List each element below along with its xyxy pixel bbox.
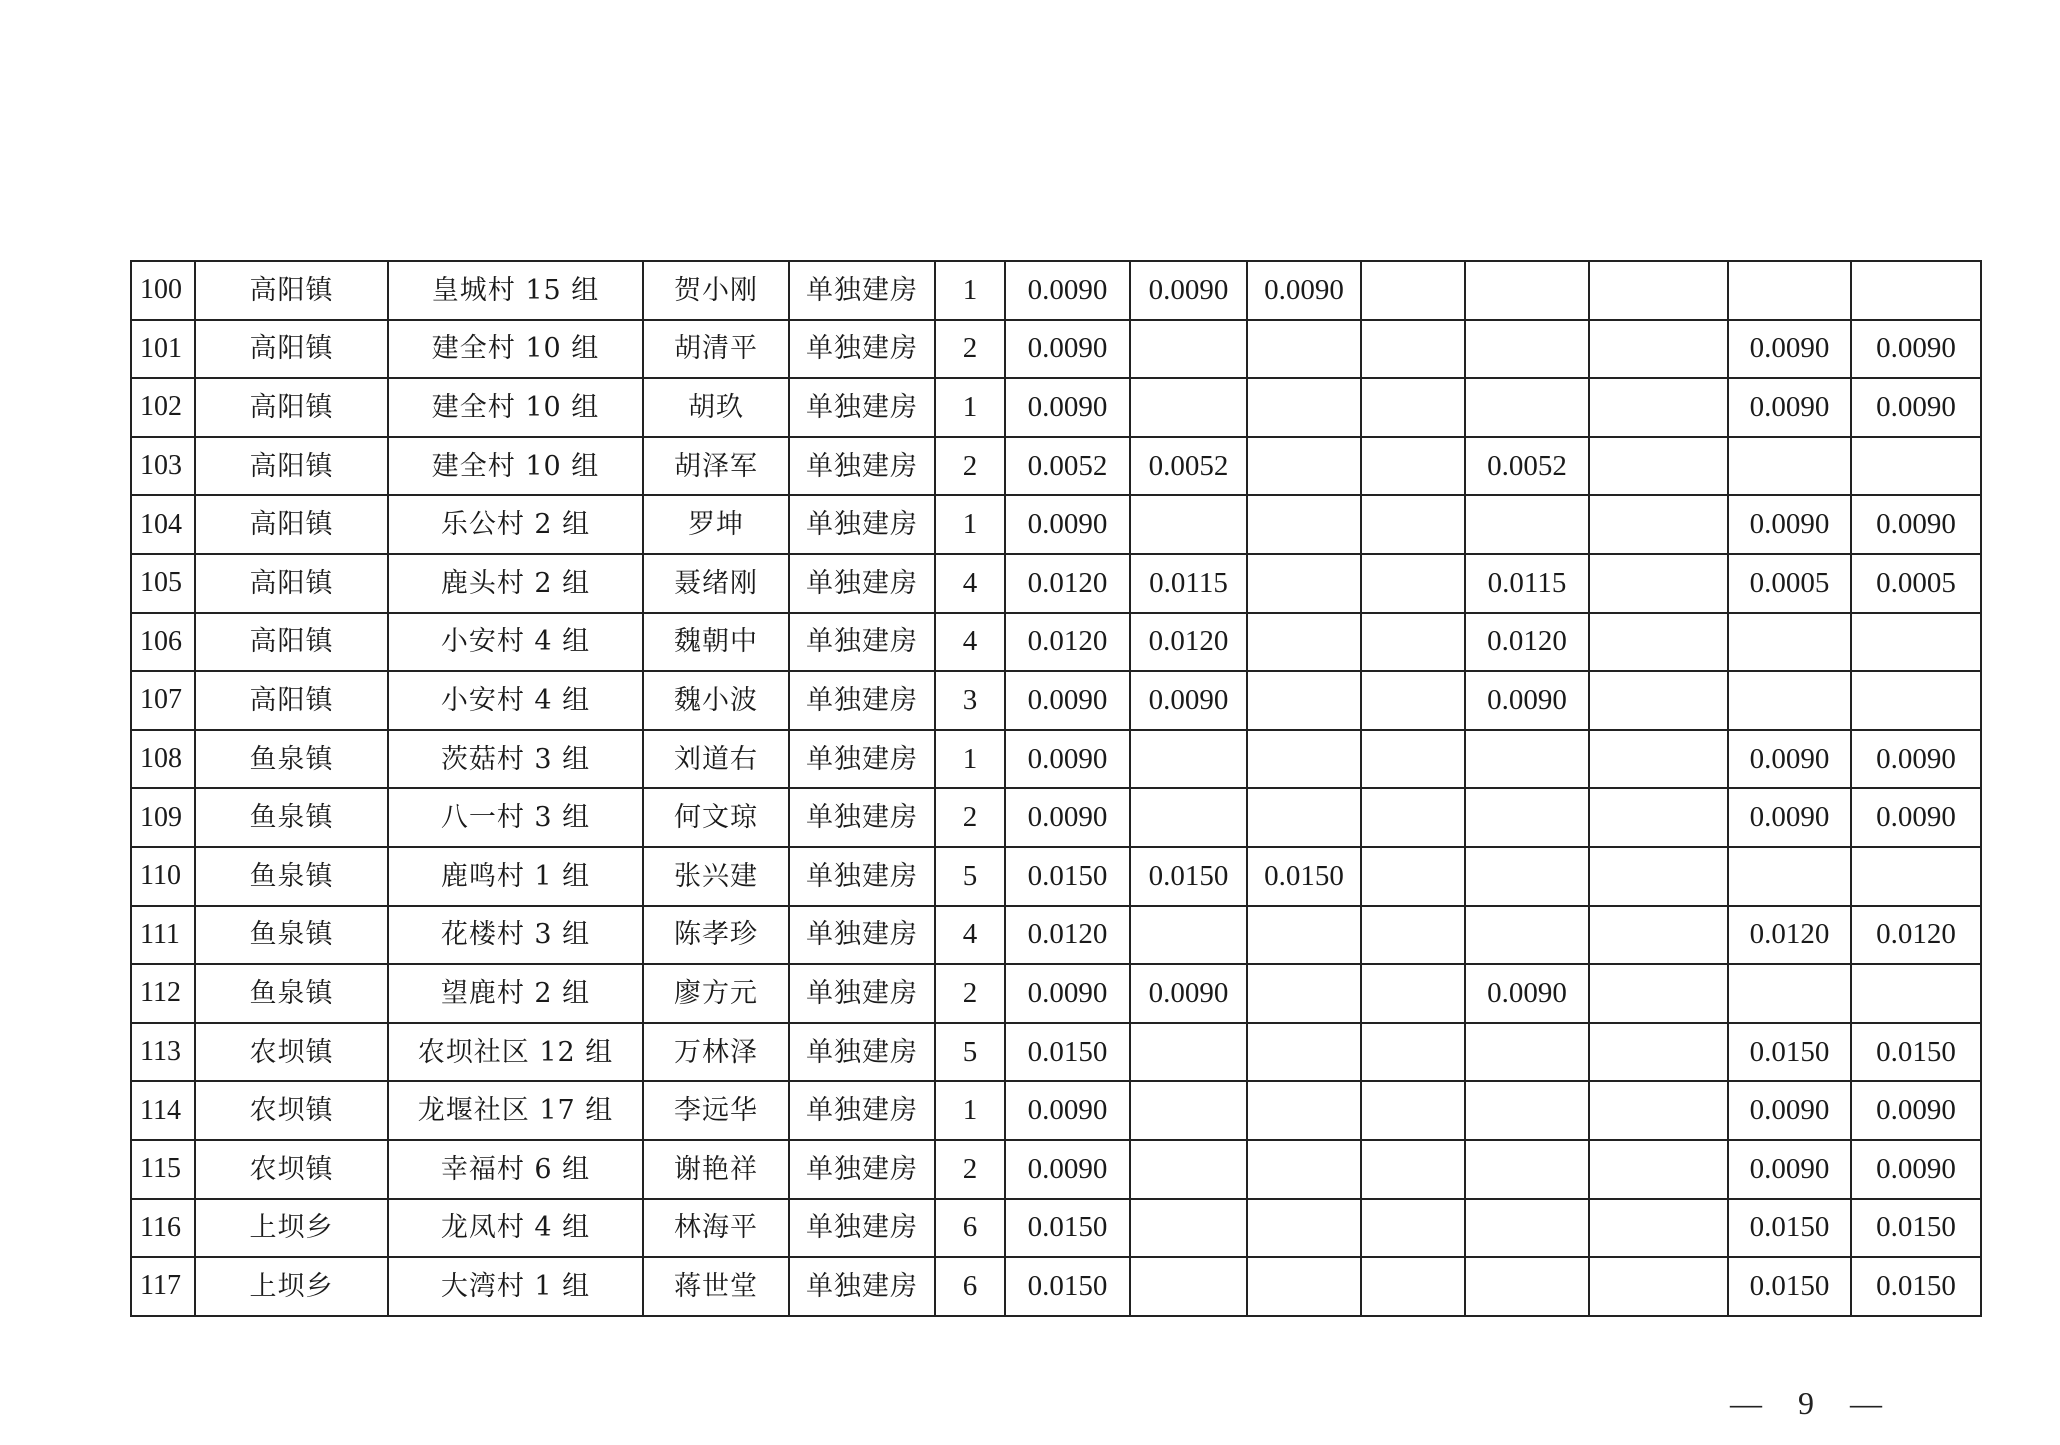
cell-area-col7: 0.0090 bbox=[1728, 1081, 1851, 1140]
cell-area-col6 bbox=[1589, 495, 1728, 554]
cell-area-col4 bbox=[1361, 1199, 1465, 1258]
cell-area-col3 bbox=[1247, 1023, 1361, 1082]
land-use-table-page bbox=[130, 260, 1980, 1302]
cell-area-total: 0.0090 bbox=[1005, 261, 1130, 320]
cell-area-col5 bbox=[1465, 847, 1589, 906]
cell-area-col2 bbox=[1130, 1199, 1247, 1258]
cell-area-col3: 0.0090 bbox=[1247, 261, 1361, 320]
cell-area-col4 bbox=[1361, 554, 1465, 613]
cell-area-col5 bbox=[1465, 1081, 1589, 1140]
cell-area-col8: 0.0090 bbox=[1851, 495, 1981, 554]
cell-area-col7: 0.0090 bbox=[1728, 788, 1851, 847]
cell-household-count: 2 bbox=[935, 964, 1005, 1023]
cell-area-col6 bbox=[1589, 730, 1728, 789]
cell-area-total: 0.0150 bbox=[1005, 1199, 1130, 1258]
cell-area-total: 0.0090 bbox=[1005, 378, 1130, 437]
cell-person-name: 谢艳祥 bbox=[643, 1140, 789, 1199]
cell-area-col7: 0.0005 bbox=[1728, 554, 1851, 613]
cell-area-col8 bbox=[1851, 964, 1981, 1023]
cell-area-col8: 0.0150 bbox=[1851, 1199, 1981, 1258]
cell-village-group: 大湾村 1 组 bbox=[388, 1257, 643, 1316]
cell-area-col8: 0.0090 bbox=[1851, 730, 1981, 789]
cell-build-type: 单独建房 bbox=[789, 671, 935, 730]
cell-person-name: 罗坤 bbox=[643, 495, 789, 554]
table-row bbox=[131, 1199, 1981, 1258]
cell-area-col6 bbox=[1589, 847, 1728, 906]
cell-area-col3 bbox=[1247, 378, 1361, 437]
cell-household-count: 1 bbox=[935, 261, 1005, 320]
cell-area-col8 bbox=[1851, 847, 1981, 906]
cell-area-col8 bbox=[1851, 261, 1981, 320]
cell-area-col4 bbox=[1361, 788, 1465, 847]
cell-area-col7 bbox=[1728, 261, 1851, 320]
cell-area-col3 bbox=[1247, 495, 1361, 554]
cell-build-type: 单独建房 bbox=[789, 495, 935, 554]
cell-serial-no: 114 bbox=[131, 1081, 195, 1140]
cell-area-col4 bbox=[1361, 964, 1465, 1023]
cell-area-total: 0.0090 bbox=[1005, 730, 1130, 789]
cell-area-total: 0.0090 bbox=[1005, 1081, 1130, 1140]
cell-area-total: 0.0052 bbox=[1005, 437, 1130, 496]
cell-serial-no: 100 bbox=[131, 261, 195, 320]
cell-area-col4 bbox=[1361, 1023, 1465, 1082]
cell-area-col5 bbox=[1465, 1257, 1589, 1316]
cell-person-name: 胡泽军 bbox=[643, 437, 789, 496]
cell-build-type: 单独建房 bbox=[789, 730, 935, 789]
cell-person-name: 胡玖 bbox=[643, 378, 789, 437]
cell-area-col6 bbox=[1589, 378, 1728, 437]
cell-serial-no: 103 bbox=[131, 437, 195, 496]
table-row bbox=[131, 1140, 1981, 1199]
cell-area-col5 bbox=[1465, 1023, 1589, 1082]
cell-area-col5: 0.0090 bbox=[1465, 671, 1589, 730]
cell-village-group: 小安村 4 组 bbox=[388, 613, 643, 672]
cell-area-col3 bbox=[1247, 1140, 1361, 1199]
cell-person-name: 刘道右 bbox=[643, 730, 789, 789]
cell-area-col4 bbox=[1361, 613, 1465, 672]
cell-person-name: 贺小刚 bbox=[643, 261, 789, 320]
cell-area-col5 bbox=[1465, 906, 1589, 965]
table-row bbox=[131, 730, 1981, 789]
cell-person-name: 何文琼 bbox=[643, 788, 789, 847]
cell-area-col7: 0.0090 bbox=[1728, 378, 1851, 437]
cell-area-col4 bbox=[1361, 320, 1465, 379]
table-row bbox=[131, 378, 1981, 437]
cell-area-col3 bbox=[1247, 1199, 1361, 1258]
cell-town: 农坝镇 bbox=[195, 1023, 388, 1082]
cell-area-col2 bbox=[1130, 320, 1247, 379]
cell-area-col3 bbox=[1247, 320, 1361, 379]
table-row bbox=[131, 964, 1981, 1023]
cell-town: 农坝镇 bbox=[195, 1081, 388, 1140]
cell-person-name: 万林泽 bbox=[643, 1023, 789, 1082]
cell-serial-no: 107 bbox=[131, 671, 195, 730]
cell-area-col5 bbox=[1465, 1140, 1589, 1199]
cell-build-type: 单独建房 bbox=[789, 1023, 935, 1082]
cell-area-col2 bbox=[1130, 495, 1247, 554]
cell-household-count: 1 bbox=[935, 378, 1005, 437]
cell-town: 鱼泉镇 bbox=[195, 906, 388, 965]
cell-area-col6 bbox=[1589, 906, 1728, 965]
cell-area-col7: 0.0090 bbox=[1728, 495, 1851, 554]
cell-area-col4 bbox=[1361, 1081, 1465, 1140]
cell-serial-no: 109 bbox=[131, 788, 195, 847]
cell-person-name: 魏小波 bbox=[643, 671, 789, 730]
cell-build-type: 单独建房 bbox=[789, 1257, 935, 1316]
cell-serial-no: 108 bbox=[131, 730, 195, 789]
cell-area-col8 bbox=[1851, 613, 1981, 672]
cell-village-group: 鹿头村 2 组 bbox=[388, 554, 643, 613]
cell-build-type: 单独建房 bbox=[789, 788, 935, 847]
cell-village-group: 鹿鸣村 1 组 bbox=[388, 847, 643, 906]
table-row bbox=[131, 906, 1981, 965]
cell-serial-no: 105 bbox=[131, 554, 195, 613]
cell-area-col5 bbox=[1465, 495, 1589, 554]
cell-town: 高阳镇 bbox=[195, 554, 388, 613]
cell-household-count: 4 bbox=[935, 906, 1005, 965]
cell-area-col5 bbox=[1465, 1199, 1589, 1258]
cell-area-col2: 0.0115 bbox=[1130, 554, 1247, 613]
cell-area-col6 bbox=[1589, 1023, 1728, 1082]
table-row bbox=[131, 1081, 1981, 1140]
table-row bbox=[131, 788, 1981, 847]
cell-serial-no: 110 bbox=[131, 847, 195, 906]
cell-area-col4 bbox=[1361, 847, 1465, 906]
cell-town: 鱼泉镇 bbox=[195, 847, 388, 906]
cell-area-col6 bbox=[1589, 964, 1728, 1023]
cell-serial-no: 115 bbox=[131, 1140, 195, 1199]
cell-household-count: 6 bbox=[935, 1257, 1005, 1316]
cell-area-col5: 0.0120 bbox=[1465, 613, 1589, 672]
cell-area-total: 0.0150 bbox=[1005, 847, 1130, 906]
cell-area-col5: 0.0115 bbox=[1465, 554, 1589, 613]
cell-area-col2 bbox=[1130, 788, 1247, 847]
cell-area-col2: 0.0150 bbox=[1130, 847, 1247, 906]
cell-town: 高阳镇 bbox=[195, 437, 388, 496]
cell-build-type: 单独建房 bbox=[789, 554, 935, 613]
cell-area-col7: 0.0150 bbox=[1728, 1023, 1851, 1082]
cell-area-col2 bbox=[1130, 1257, 1247, 1316]
cell-household-count: 1 bbox=[935, 730, 1005, 789]
cell-area-col2 bbox=[1130, 1023, 1247, 1082]
cell-village-group: 农坝社区 12 组 bbox=[388, 1023, 643, 1082]
cell-village-group: 龙凤村 4 组 bbox=[388, 1199, 643, 1258]
cell-household-count: 1 bbox=[935, 1081, 1005, 1140]
cell-area-col3 bbox=[1247, 554, 1361, 613]
cell-area-col8: 0.0090 bbox=[1851, 1081, 1981, 1140]
table-row bbox=[131, 495, 1981, 554]
cell-serial-no: 117 bbox=[131, 1257, 195, 1316]
cell-area-total: 0.0150 bbox=[1005, 1023, 1130, 1082]
cell-household-count: 5 bbox=[935, 847, 1005, 906]
cell-town: 高阳镇 bbox=[195, 320, 388, 379]
cell-build-type: 单独建房 bbox=[789, 320, 935, 379]
cell-town: 上坝乡 bbox=[195, 1257, 388, 1316]
cell-area-col5 bbox=[1465, 788, 1589, 847]
cell-build-type: 单独建房 bbox=[789, 964, 935, 1023]
cell-area-col5 bbox=[1465, 378, 1589, 437]
cell-area-col8: 0.0005 bbox=[1851, 554, 1981, 613]
cell-area-col8: 0.0090 bbox=[1851, 320, 1981, 379]
cell-area-col6 bbox=[1589, 1257, 1728, 1316]
cell-serial-no: 116 bbox=[131, 1199, 195, 1258]
table-row bbox=[131, 261, 1981, 320]
cell-village-group: 建全村 10 组 bbox=[388, 320, 643, 379]
cell-area-col6 bbox=[1589, 437, 1728, 496]
cell-area-col2: 0.0090 bbox=[1130, 671, 1247, 730]
cell-area-col4 bbox=[1361, 437, 1465, 496]
cell-person-name: 林海平 bbox=[643, 1199, 789, 1258]
cell-area-col3 bbox=[1247, 437, 1361, 496]
cell-area-col6 bbox=[1589, 261, 1728, 320]
table-row bbox=[131, 847, 1981, 906]
cell-area-col2 bbox=[1130, 378, 1247, 437]
cell-area-col8: 0.0090 bbox=[1851, 378, 1981, 437]
cell-serial-no: 111 bbox=[131, 906, 195, 965]
cell-build-type: 单独建房 bbox=[789, 1140, 935, 1199]
cell-area-col7: 0.0090 bbox=[1728, 320, 1851, 379]
cell-area-col2 bbox=[1130, 1081, 1247, 1140]
cell-area-col4 bbox=[1361, 730, 1465, 789]
cell-area-total: 0.0090 bbox=[1005, 495, 1130, 554]
cell-household-count: 5 bbox=[935, 1023, 1005, 1082]
cell-area-col2 bbox=[1130, 730, 1247, 789]
cell-area-col7 bbox=[1728, 964, 1851, 1023]
cell-person-name: 魏朝中 bbox=[643, 613, 789, 672]
table-body bbox=[131, 261, 1981, 1316]
cell-area-col3 bbox=[1247, 671, 1361, 730]
cell-household-count: 6 bbox=[935, 1199, 1005, 1258]
cell-area-col4 bbox=[1361, 378, 1465, 437]
table-row bbox=[131, 554, 1981, 613]
cell-area-col2: 0.0120 bbox=[1130, 613, 1247, 672]
cell-area-col7: 0.0150 bbox=[1728, 1257, 1851, 1316]
cell-village-group: 八一村 3 组 bbox=[388, 788, 643, 847]
cell-household-count: 2 bbox=[935, 437, 1005, 496]
cell-area-col6 bbox=[1589, 320, 1728, 379]
cell-person-name: 胡清平 bbox=[643, 320, 789, 379]
cell-build-type: 单独建房 bbox=[789, 378, 935, 437]
cell-household-count: 2 bbox=[935, 320, 1005, 379]
cell-village-group: 皇城村 15 组 bbox=[388, 261, 643, 320]
cell-build-type: 单独建房 bbox=[789, 906, 935, 965]
cell-town: 鱼泉镇 bbox=[195, 964, 388, 1023]
cell-area-col5: 0.0052 bbox=[1465, 437, 1589, 496]
cell-area-col6 bbox=[1589, 788, 1728, 847]
cell-area-total: 0.0090 bbox=[1005, 320, 1130, 379]
cell-area-col8 bbox=[1851, 437, 1981, 496]
cell-person-name: 陈孝珍 bbox=[643, 906, 789, 965]
cell-area-total: 0.0090 bbox=[1005, 671, 1130, 730]
cell-area-col4 bbox=[1361, 261, 1465, 320]
cell-area-col4 bbox=[1361, 906, 1465, 965]
cell-person-name: 蒋世堂 bbox=[643, 1257, 789, 1316]
cell-area-total: 0.0090 bbox=[1005, 964, 1130, 1023]
land-use-table bbox=[130, 260, 1982, 1317]
cell-area-col6 bbox=[1589, 613, 1728, 672]
table-row bbox=[131, 1257, 1981, 1316]
cell-area-total: 0.0090 bbox=[1005, 788, 1130, 847]
cell-area-col7: 0.0120 bbox=[1728, 906, 1851, 965]
cell-village-group: 建全村 10 组 bbox=[388, 378, 643, 437]
cell-area-col3 bbox=[1247, 788, 1361, 847]
table-row bbox=[131, 613, 1981, 672]
cell-village-group: 建全村 10 组 bbox=[388, 437, 643, 496]
cell-build-type: 单独建房 bbox=[789, 613, 935, 672]
cell-village-group: 小安村 4 组 bbox=[388, 671, 643, 730]
cell-area-col3 bbox=[1247, 906, 1361, 965]
cell-area-col2 bbox=[1130, 1140, 1247, 1199]
cell-area-col8: 0.0090 bbox=[1851, 788, 1981, 847]
cell-area-col7: 0.0150 bbox=[1728, 1199, 1851, 1258]
cell-area-col2: 0.0052 bbox=[1130, 437, 1247, 496]
cell-area-col5 bbox=[1465, 261, 1589, 320]
page-number: — 9 — bbox=[1730, 1385, 1896, 1421]
cell-area-col5 bbox=[1465, 730, 1589, 789]
cell-area-col3 bbox=[1247, 1257, 1361, 1316]
table-row bbox=[131, 437, 1981, 496]
cell-build-type: 单独建房 bbox=[789, 437, 935, 496]
cell-area-col8: 0.0090 bbox=[1851, 1140, 1981, 1199]
cell-village-group: 龙堰社区 17 组 bbox=[388, 1081, 643, 1140]
cell-village-group: 茨菇村 3 组 bbox=[388, 730, 643, 789]
cell-area-total: 0.0120 bbox=[1005, 906, 1130, 965]
cell-area-col2 bbox=[1130, 906, 1247, 965]
cell-area-col2: 0.0090 bbox=[1130, 261, 1247, 320]
table-row bbox=[131, 320, 1981, 379]
cell-area-total: 0.0150 bbox=[1005, 1257, 1130, 1316]
cell-village-group: 花楼村 3 组 bbox=[388, 906, 643, 965]
cell-area-col7: 0.0090 bbox=[1728, 1140, 1851, 1199]
cell-area-col6 bbox=[1589, 1081, 1728, 1140]
cell-area-col3 bbox=[1247, 730, 1361, 789]
cell-serial-no: 106 bbox=[131, 613, 195, 672]
cell-serial-no: 104 bbox=[131, 495, 195, 554]
cell-town: 上坝乡 bbox=[195, 1199, 388, 1258]
cell-area-col6 bbox=[1589, 671, 1728, 730]
cell-serial-no: 113 bbox=[131, 1023, 195, 1082]
cell-area-col7 bbox=[1728, 847, 1851, 906]
cell-town: 鱼泉镇 bbox=[195, 788, 388, 847]
cell-household-count: 3 bbox=[935, 671, 1005, 730]
cell-household-count: 4 bbox=[935, 613, 1005, 672]
cell-town: 农坝镇 bbox=[195, 1140, 388, 1199]
cell-area-col3 bbox=[1247, 1081, 1361, 1140]
cell-household-count: 4 bbox=[935, 554, 1005, 613]
cell-area-col8: 0.0150 bbox=[1851, 1023, 1981, 1082]
cell-person-name: 廖方元 bbox=[643, 964, 789, 1023]
cell-area-col8: 0.0120 bbox=[1851, 906, 1981, 965]
cell-person-name: 聂绪刚 bbox=[643, 554, 789, 613]
cell-village-group: 望鹿村 2 组 bbox=[388, 964, 643, 1023]
cell-area-col5 bbox=[1465, 320, 1589, 379]
cell-village-group: 乐公村 2 组 bbox=[388, 495, 643, 554]
cell-area-col6 bbox=[1589, 554, 1728, 613]
table-row bbox=[131, 671, 1981, 730]
cell-area-col3: 0.0150 bbox=[1247, 847, 1361, 906]
cell-area-col8 bbox=[1851, 671, 1981, 730]
cell-area-col7 bbox=[1728, 671, 1851, 730]
cell-build-type: 单独建房 bbox=[789, 847, 935, 906]
cell-household-count: 2 bbox=[935, 1140, 1005, 1199]
cell-town: 高阳镇 bbox=[195, 495, 388, 554]
cell-town: 鱼泉镇 bbox=[195, 730, 388, 789]
cell-area-total: 0.0090 bbox=[1005, 1140, 1130, 1199]
cell-town: 高阳镇 bbox=[195, 261, 388, 320]
cell-town: 高阳镇 bbox=[195, 671, 388, 730]
cell-serial-no: 101 bbox=[131, 320, 195, 379]
cell-serial-no: 112 bbox=[131, 964, 195, 1023]
cell-person-name: 张兴建 bbox=[643, 847, 789, 906]
cell-town: 高阳镇 bbox=[195, 613, 388, 672]
cell-household-count: 1 bbox=[935, 495, 1005, 554]
cell-area-col4 bbox=[1361, 495, 1465, 554]
cell-area-col6 bbox=[1589, 1140, 1728, 1199]
cell-area-col4 bbox=[1361, 1140, 1465, 1199]
cell-area-col8: 0.0150 bbox=[1851, 1257, 1981, 1316]
cell-build-type: 单独建房 bbox=[789, 1199, 935, 1258]
cell-build-type: 单独建房 bbox=[789, 261, 935, 320]
cell-area-col4 bbox=[1361, 1257, 1465, 1316]
cell-area-col7: 0.0090 bbox=[1728, 730, 1851, 789]
cell-area-col7 bbox=[1728, 613, 1851, 672]
cell-build-type: 单独建房 bbox=[789, 1081, 935, 1140]
cell-area-col7 bbox=[1728, 437, 1851, 496]
cell-serial-no: 102 bbox=[131, 378, 195, 437]
cell-area-col3 bbox=[1247, 613, 1361, 672]
cell-area-col4 bbox=[1361, 671, 1465, 730]
cell-area-col2: 0.0090 bbox=[1130, 964, 1247, 1023]
cell-village-group: 幸福村 6 组 bbox=[388, 1140, 643, 1199]
cell-household-count: 2 bbox=[935, 788, 1005, 847]
cell-area-col5: 0.0090 bbox=[1465, 964, 1589, 1023]
table-row bbox=[131, 1023, 1981, 1082]
cell-town: 高阳镇 bbox=[195, 378, 388, 437]
cell-area-total: 0.0120 bbox=[1005, 554, 1130, 613]
cell-person-name: 李远华 bbox=[643, 1081, 789, 1140]
cell-area-total: 0.0120 bbox=[1005, 613, 1130, 672]
cell-area-col6 bbox=[1589, 1199, 1728, 1258]
cell-area-col3 bbox=[1247, 964, 1361, 1023]
